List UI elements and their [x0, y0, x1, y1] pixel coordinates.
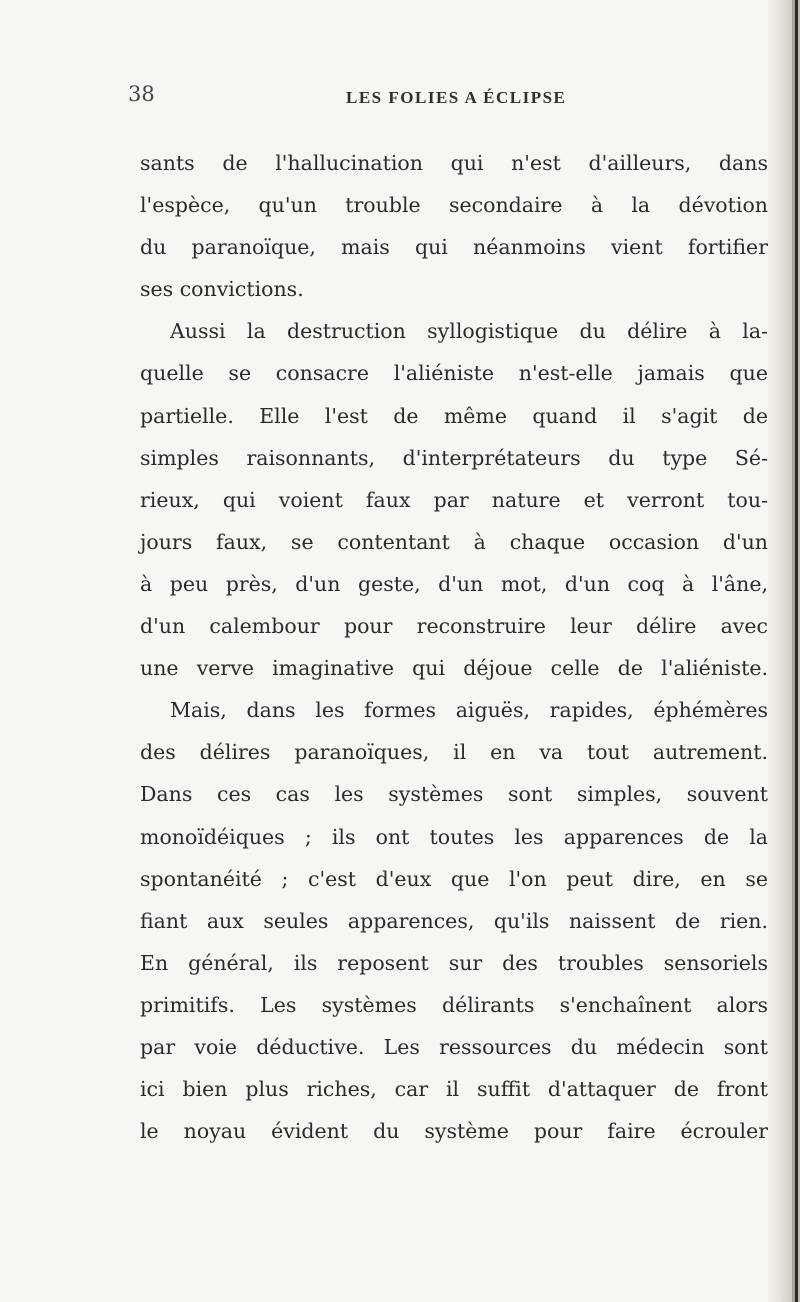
- text-line: par voie déductive. Les ressources du médecin sont: [140, 1034, 768, 1059]
- text-line: monoïdéiques ; ils ont toutes les apparences de la: [140, 824, 768, 849]
- text-line: jours faux, se contentant à chaque occasion d'un: [140, 529, 768, 554]
- running-title: LES FOLIES A ÉCLIPSE: [346, 88, 567, 107]
- text-line: ses convictions.: [140, 277, 304, 302]
- text-line: des délires paranoïques, il en va tout autrement.: [140, 740, 768, 765]
- text-line: sants de l'hallucination qui n'est d'ailleurs, dans: [140, 151, 768, 175]
- text-line: Dans ces cas les systèmes sont simples, souvent: [140, 782, 768, 807]
- page-edge: [768, 0, 800, 1302]
- text-line: En général, ils reposent sur des troubles sensoriels: [140, 950, 768, 975]
- page-header: [0, 82, 760, 112]
- text-line: spontanéité ; c'est d'eux que l'on peut dire, en se: [140, 866, 768, 891]
- text-line: ici bien plus riches, car il suffit d'attaquer de front: [140, 1077, 768, 1102]
- text-line: fiant aux seules apparences, qu'ils naissent de rien.: [140, 908, 768, 933]
- text-line: l'espèce, qu'un trouble secondaire à la dévotion: [140, 193, 768, 218]
- text-line: rieux, qui voient faux par nature et verront tou-: [140, 487, 768, 512]
- page-edge-line: [795, 0, 798, 1302]
- text-line: une verve imaginative qui déjoue celle de l'aliéniste.: [140, 656, 768, 681]
- body-text: [140, 142, 768, 1152]
- text-line: à peu près, d'un geste, d'un mot, d'un coq à l'âne,: [140, 571, 768, 596]
- text-line: Aussi la destruction syllogistique du délire à la-: [170, 319, 768, 344]
- text-line: du paranoïque, mais qui néanmoins vient fortifier: [140, 235, 768, 260]
- text-line: d'un calembour pour reconstruire leur délire avec: [140, 614, 768, 639]
- text-line: primitifs. Les systèmes délirants s'enchaînent alors: [140, 992, 768, 1017]
- text-line: quelle se consacre l'aliéniste n'est-elle jamais que: [140, 361, 768, 386]
- text-line: partielle. Elle l'est de même quand il s'agit de: [140, 403, 768, 428]
- text-line: Mais, dans les formes aiguës, rapides, éphémères: [170, 698, 768, 723]
- text-line: le noyau évident du système pour faire écrouler: [140, 1119, 768, 1144]
- text-line: simples raisonnants, d'interprétateurs du type Sé-: [140, 445, 768, 470]
- page-number: 38: [128, 82, 155, 106]
